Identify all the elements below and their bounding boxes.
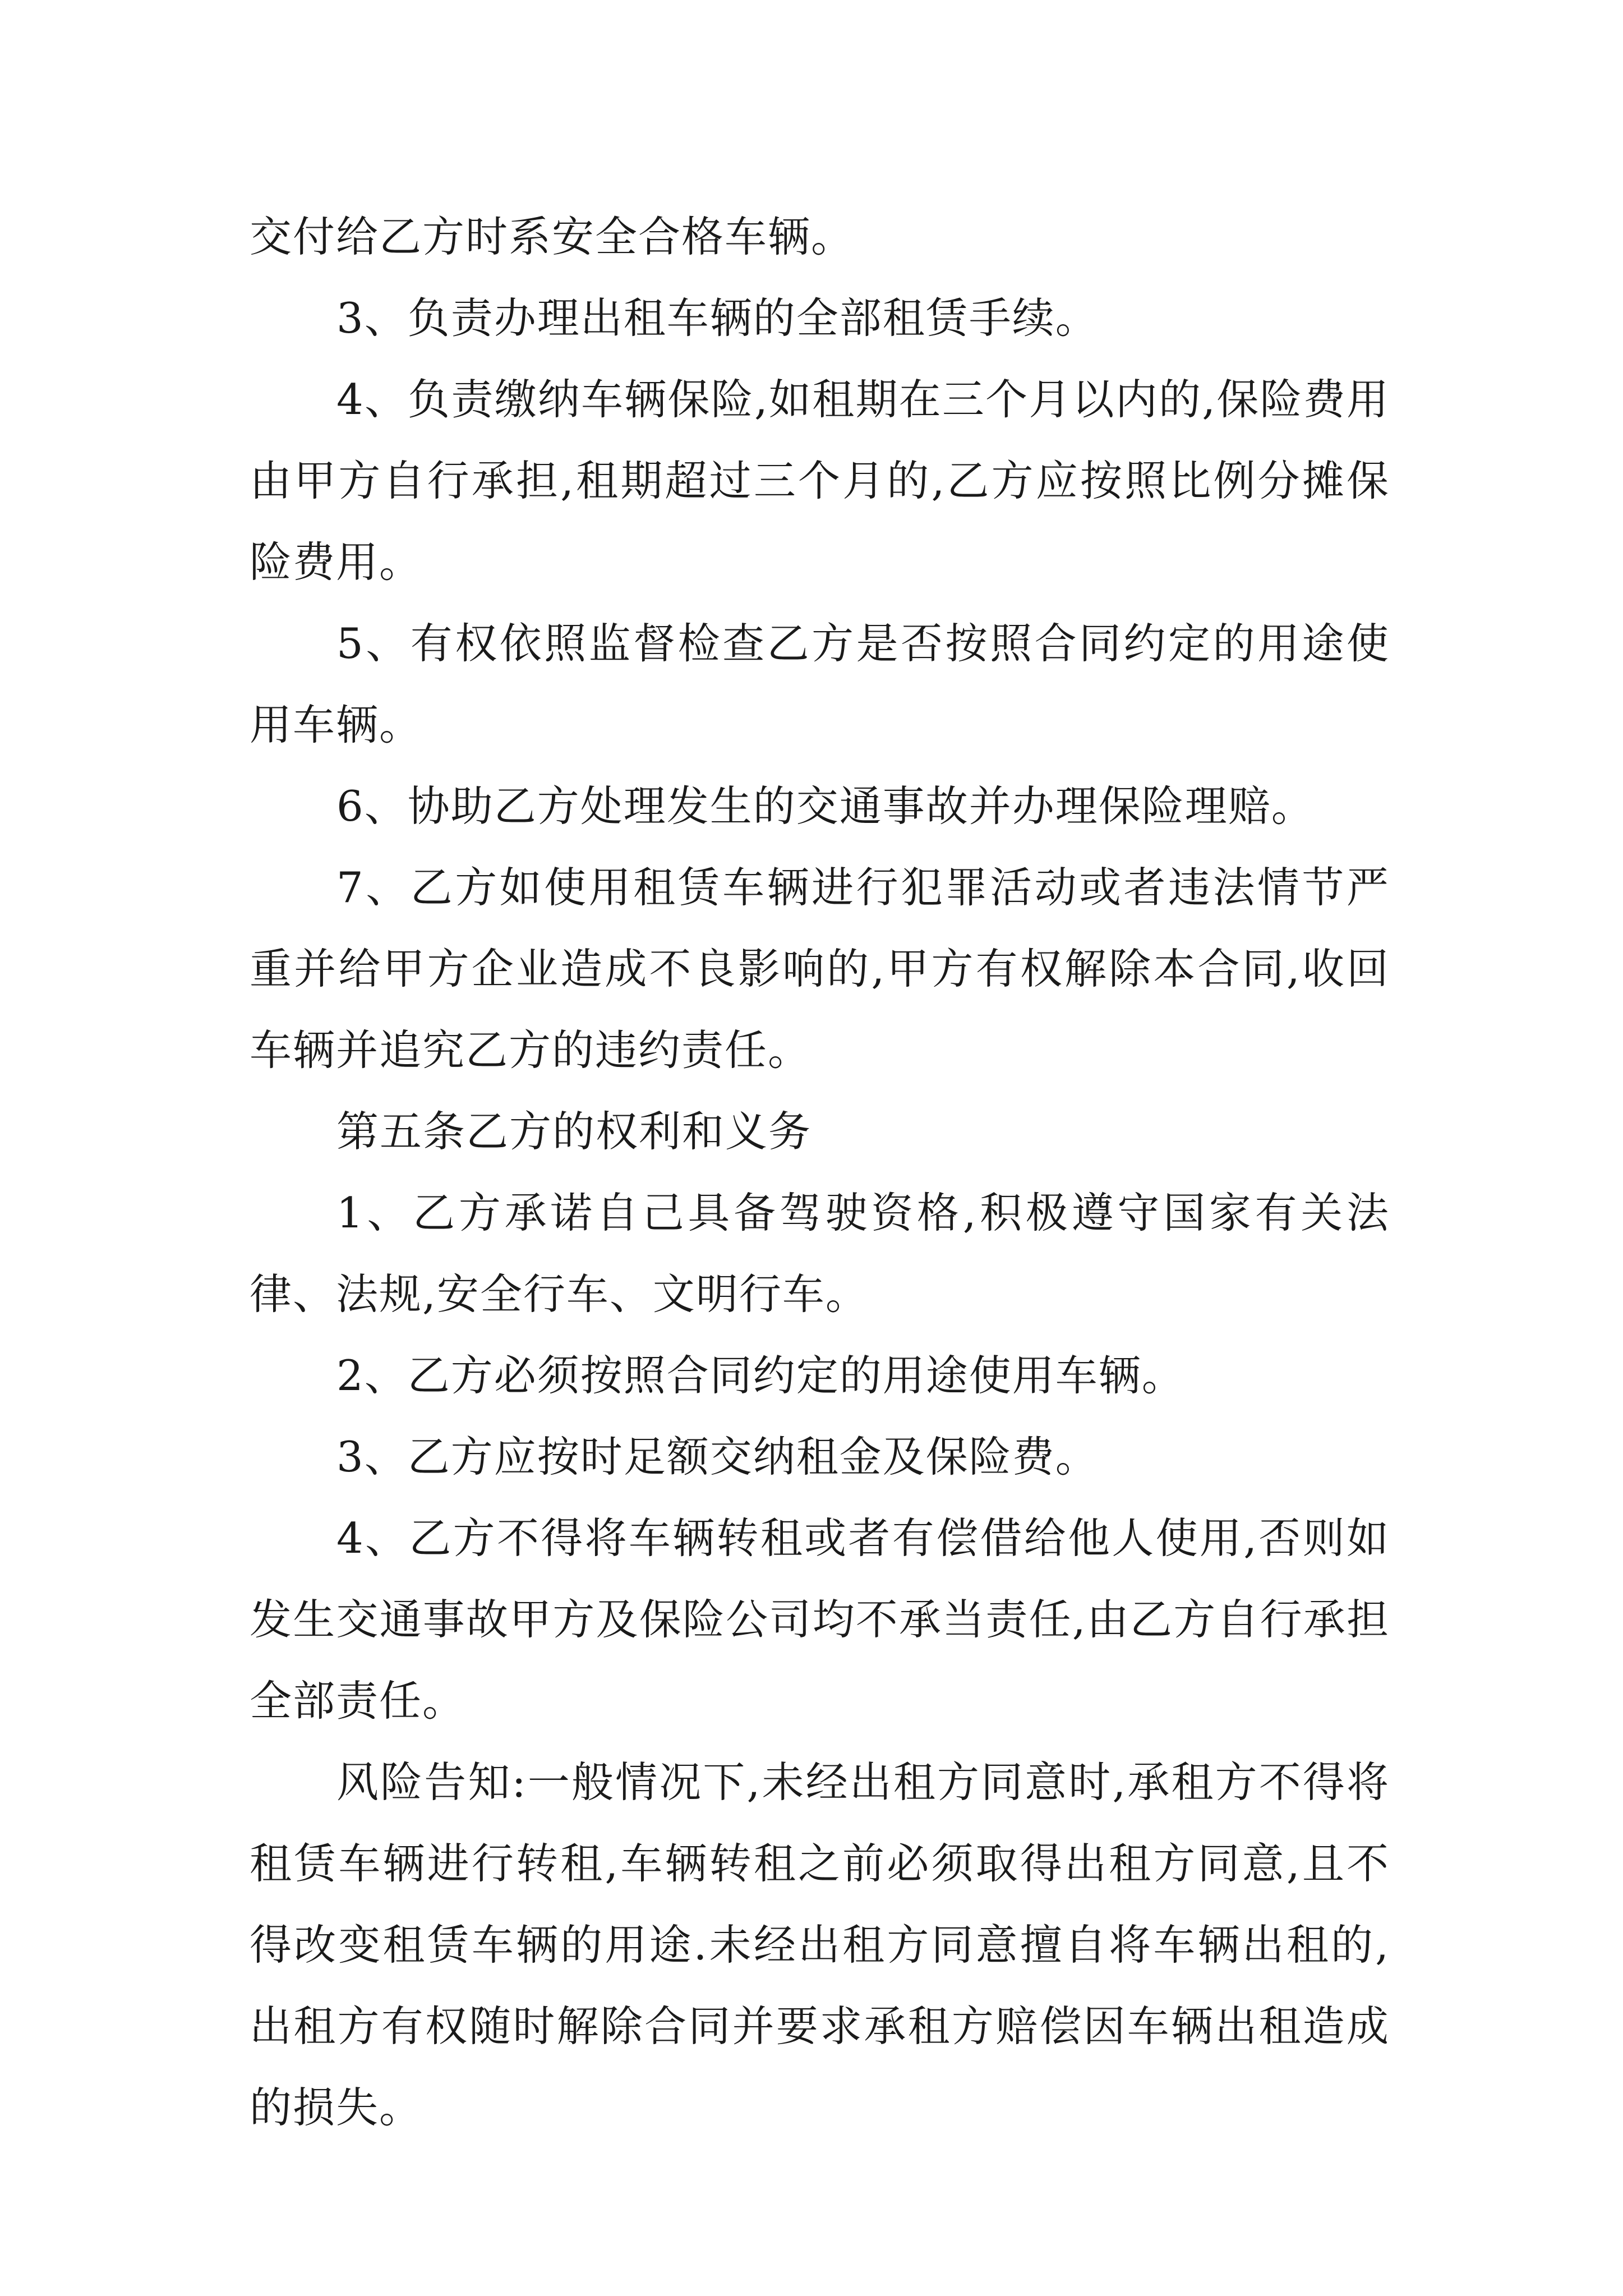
paragraph-item-5: 5、有权依照监督检查乙方是否按照合同约定的用途使用车辆。	[250, 619, 1390, 749]
paragraph-continuation: 交付给乙方时系安全合格车辆。	[250, 212, 855, 261]
paragraph-risk-notice: 风险告知:一般情况下,未经出租方同意时,承租方不得将租赁车辆进行转租,车辆转租之前必须取得出租方同意,且不得改变租赁车辆的用途.未经出租方同意擅自将车辆出租的,出租方有权随时解除合同并要求承租方赔偿因车辆出租造成的损失。	[250, 1757, 1390, 2132]
paragraph-party-b-item-2: 2、乙方必须按照合同约定的用途使用车辆。	[336, 1351, 1185, 1400]
paragraph-item-7: 7、乙方如使用租赁车辆进行犯罪活动或者违法情节严重并给甲方企业造成不良影响的,甲方有权解除本合同,收回车辆并追究乙方的违约责任。	[250, 863, 1390, 1075]
paragraph-party-b-item-3: 3、乙方应按时足额交纳租金及保险费。	[336, 1432, 1099, 1481]
paragraph-item-3: 3、负责办理出租车辆的全部租赁手续。	[336, 293, 1099, 343]
section-heading-article-5: 第五条乙方的权利和义务	[336, 1107, 812, 1156]
document-body	[250, 196, 1390, 2148]
paragraph-party-b-item-4: 4、乙方不得将车辆转租或者有偿借给他人使用,否则如发生交通事故甲方及保险公司均不承当责任,由乙方自行承担全部责任。	[250, 1513, 1390, 1726]
paragraph-item-6: 6、协助乙方处理发生的交通事故并办理保险理赔。	[336, 781, 1315, 831]
paragraph-party-b-item-1: 1、乙方承诺自己具备驾驶资格,积极遵守国家有关法律、法规,安全行车、文明行车。	[250, 1188, 1390, 1319]
paragraph-item-4: 4、负责缴纳车辆保险,如租期在三个月以内的,保险费用由甲方自行承担,租期超过三个月的,乙方应按照比例分摊保险费用。	[250, 375, 1390, 587]
